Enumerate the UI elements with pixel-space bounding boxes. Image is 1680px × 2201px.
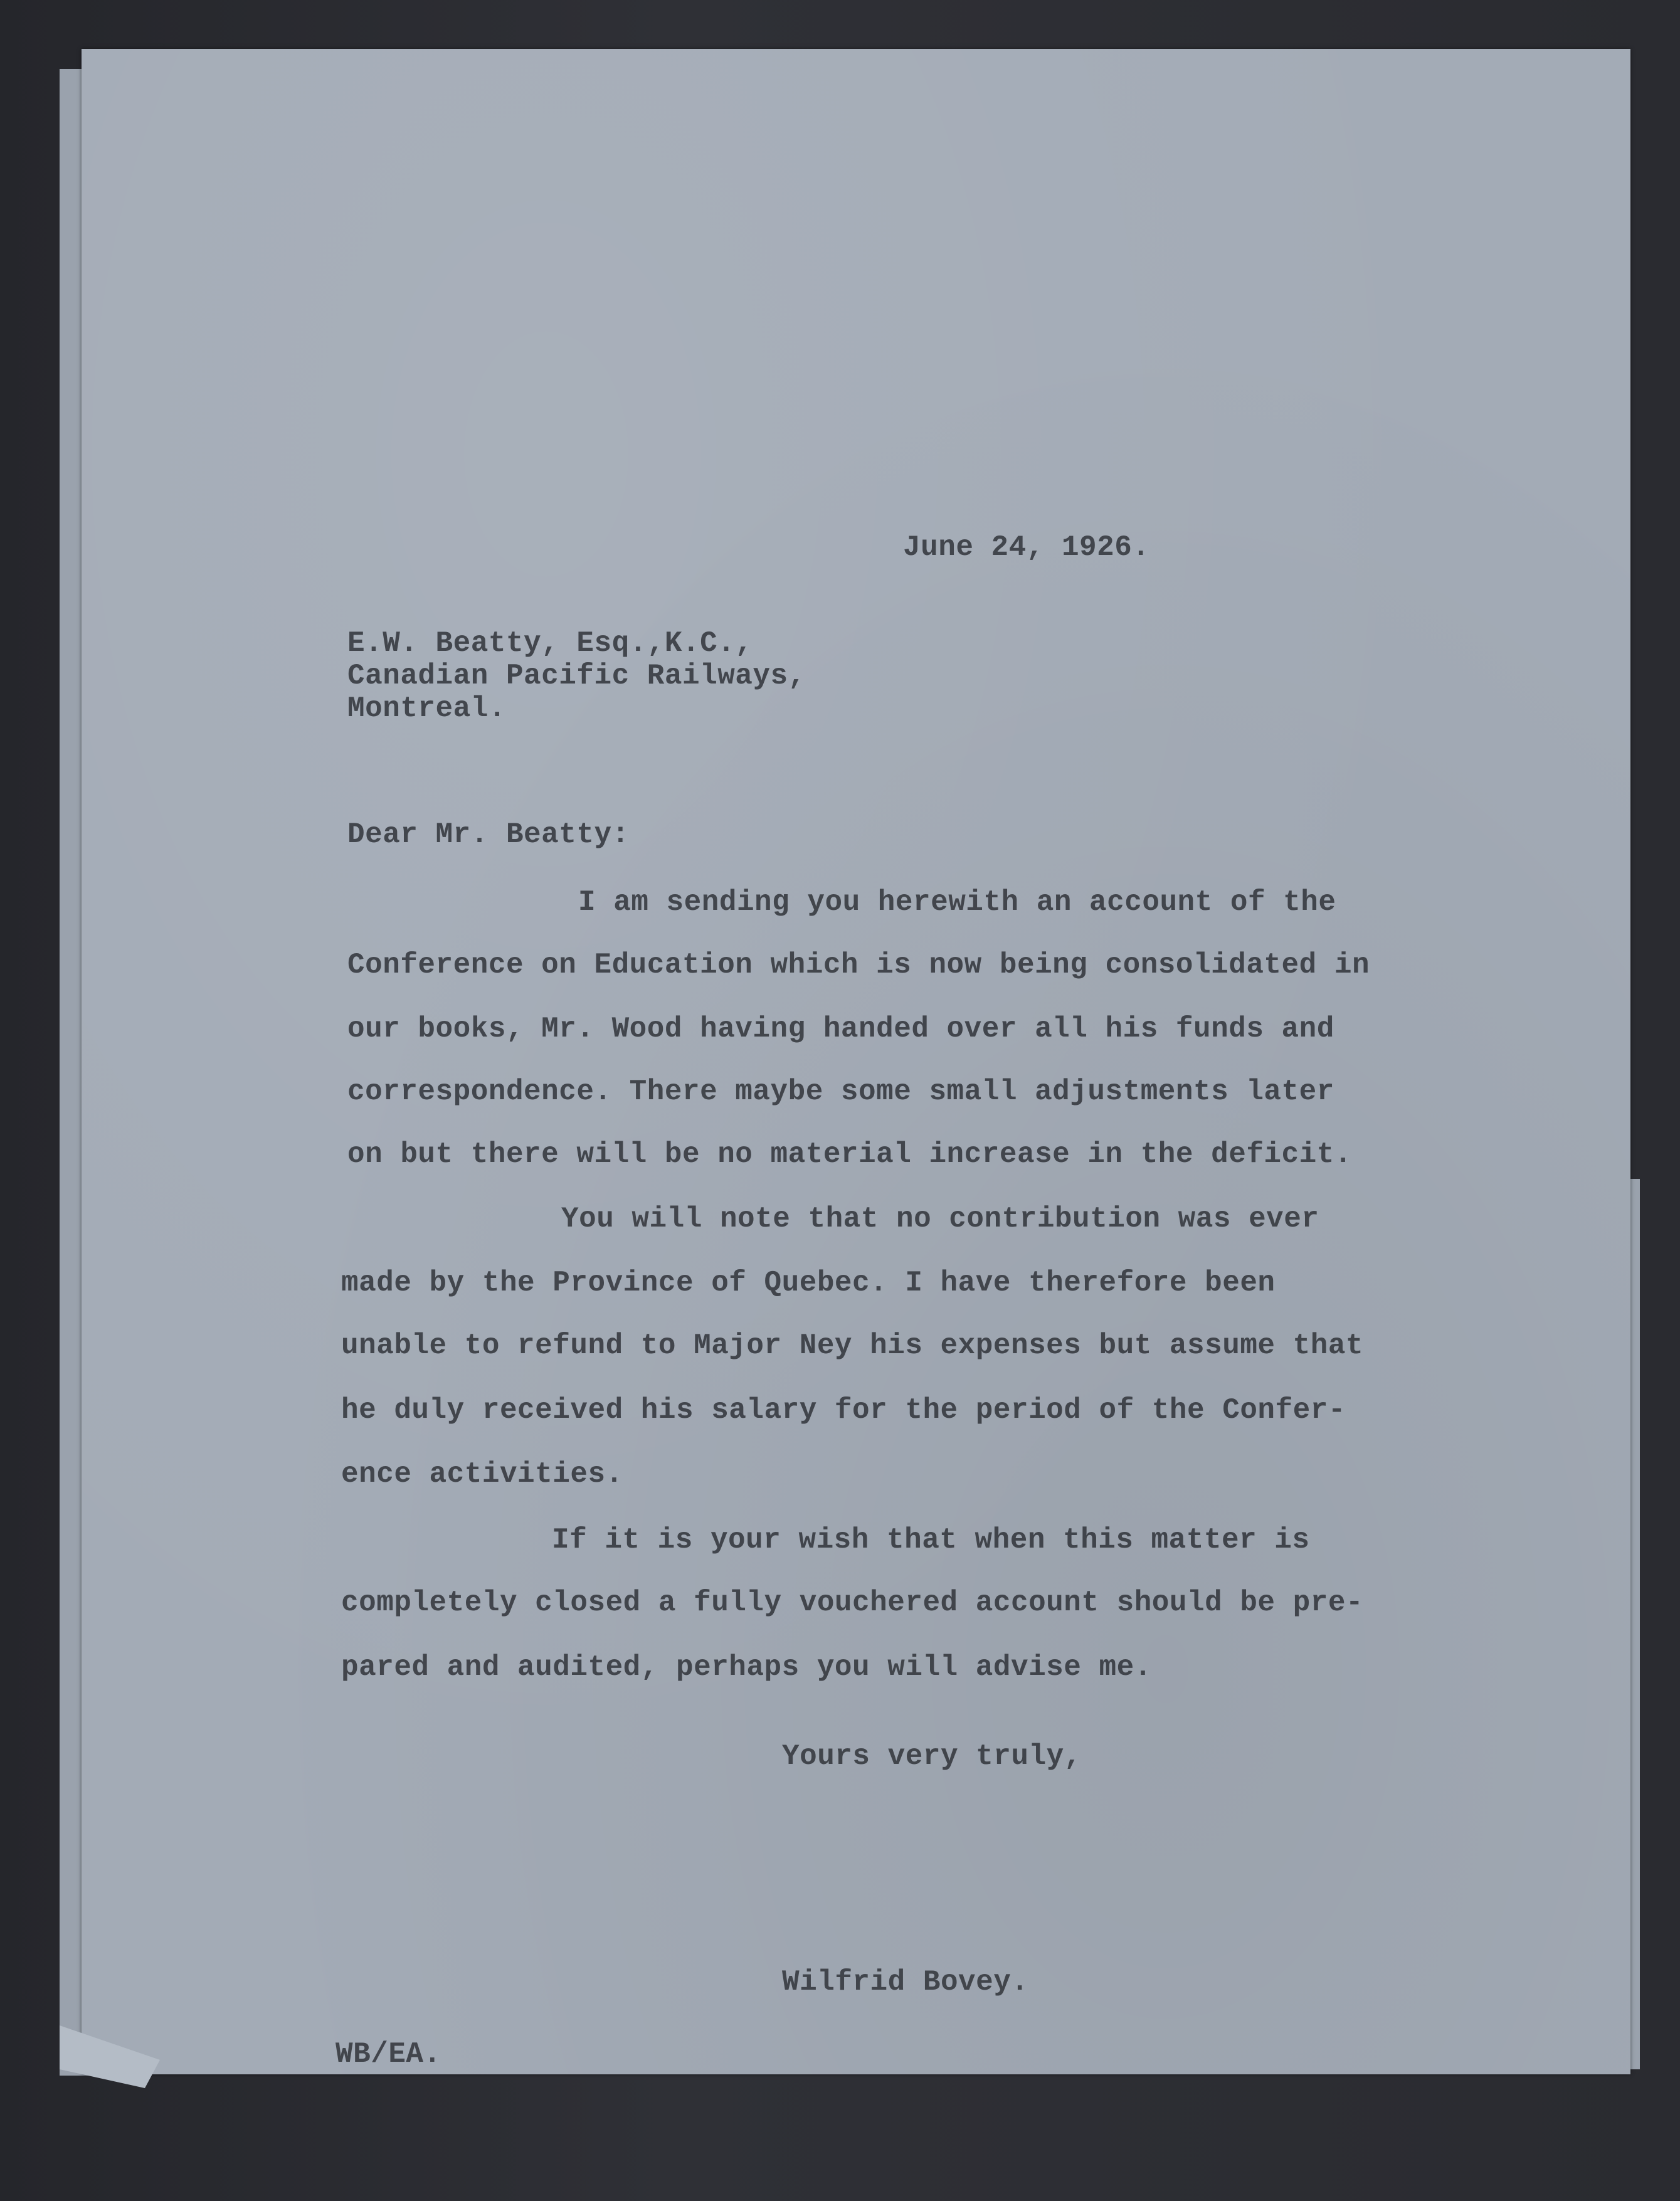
body-line: If it is your wish that when this matter is (552, 1524, 1310, 1556)
body-line: he duly received his salary for the period of the Confer- (341, 1394, 1346, 1427)
body-line: made by the Province of Quebec. I have therefore been (341, 1267, 1276, 1299)
typist-initials: WB/EA. (335, 2038, 441, 2071)
letter-date: June 24, 1926. (903, 531, 1150, 564)
body-line: unable to refund to Major Ney his expenses but assume that (341, 1329, 1364, 1362)
body-line: You will note that no contribution was ever (561, 1203, 1319, 1235)
salutation: Dear Mr. Beatty: (347, 818, 630, 851)
recipient-line-3: Montreal. (347, 692, 506, 725)
body-line: completely closed a fully vouchered account should be pre- (341, 1586, 1364, 1619)
body-line: Conference on Education which is now being consolidated in (347, 949, 1370, 981)
body-line: correspondence. There maybe some small adjustments later (347, 1075, 1334, 1108)
body-line: pared and audited, perhaps you will advise me. (341, 1651, 1152, 1684)
body-line: ence activities. (341, 1458, 623, 1491)
signature: Wilfrid Bovey. (782, 1966, 1029, 1998)
closing: Yours very truly, (782, 1740, 1082, 1773)
body-line: I am sending you herewith an account of the (578, 886, 1336, 919)
body-line: our books, Mr. Wood having handed over all his funds and (347, 1013, 1334, 1045)
recipient-line-2: Canadian Pacific Railways, (347, 660, 806, 692)
recipient-line-1: E.W. Beatty, Esq.,K.C., (347, 627, 753, 660)
body-line: on but there will be no material increase in the deficit. (347, 1138, 1352, 1171)
letter-sheet (82, 49, 1630, 2074)
